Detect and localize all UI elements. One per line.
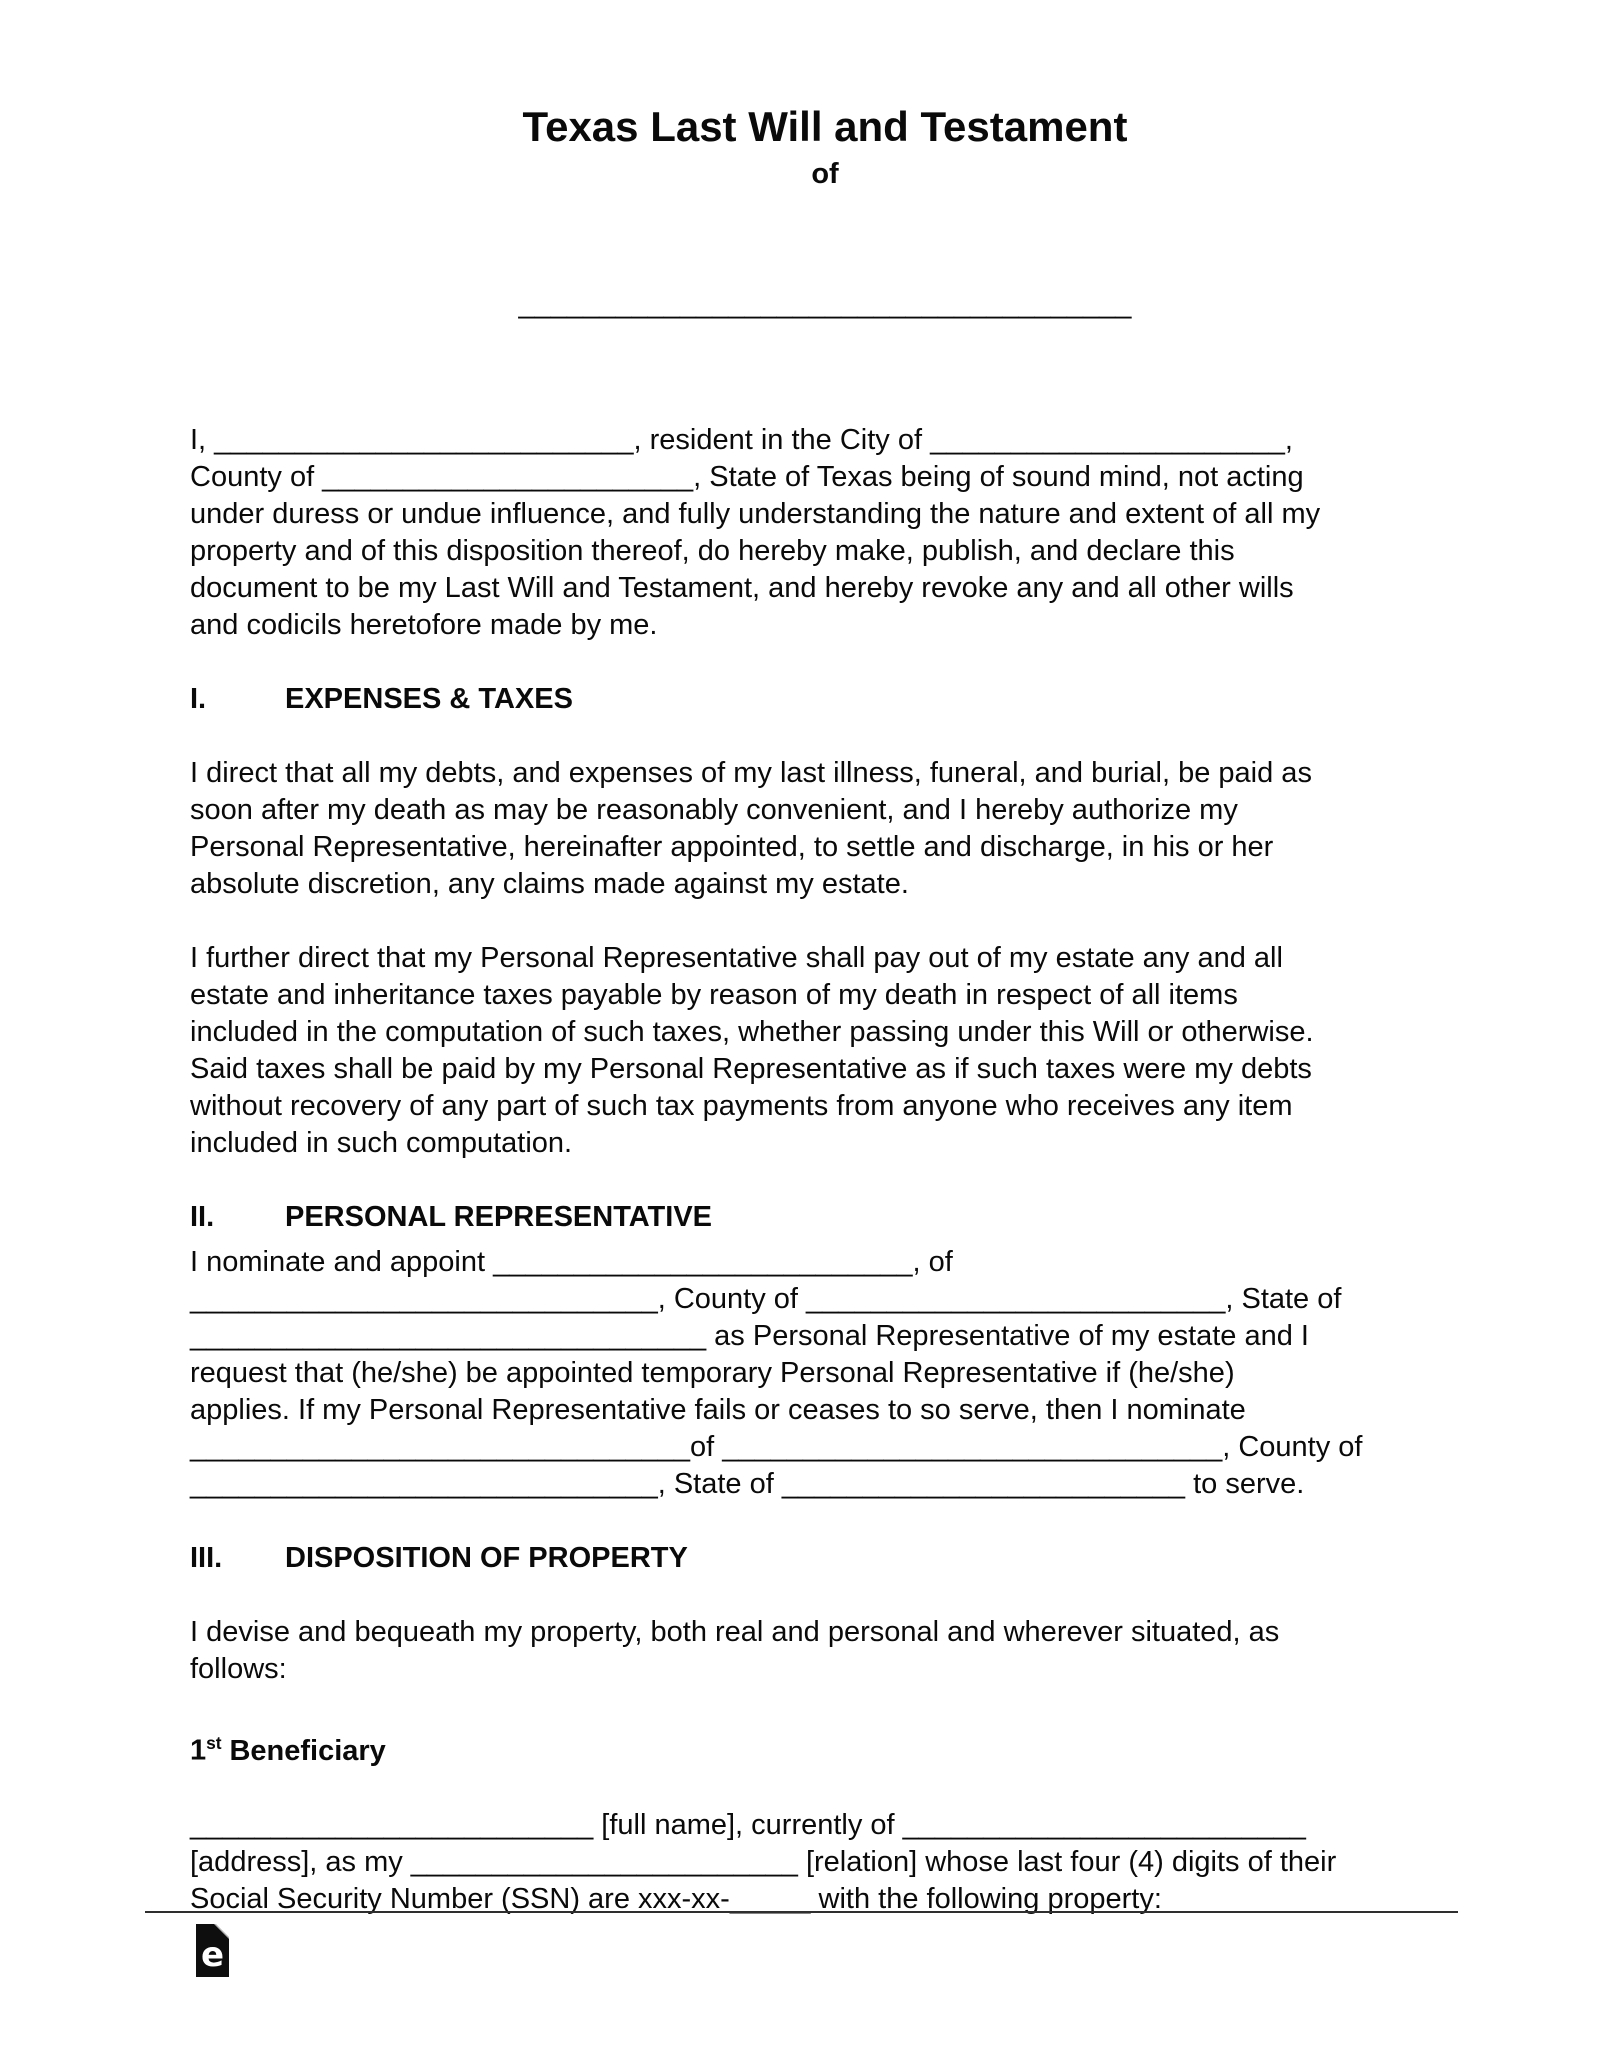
section-1-paragraph-1: I direct that all my debts, and expenses of my last illness, funeral, and burial, be paid as soon after my death as may be reasonably convenient, and I hereby authorize my Personal Representative, hereinafter appointed, to settle and discharge, in his or her absolute discretion, any claims made against my estate. (190, 757, 1312, 900)
first-beneficiary-heading (190, 1725, 1435, 1770)
beneficiary-details-paragraph: _________________________ [full name], currently of _________________________ [address], as my ________________________ [relation] whose last four (4) digits of their Social Security Number (SSN) are xxx-xx-_____ with the following property: (190, 1808, 1337, 1915)
section-3-heading (190, 1540, 1435, 1577)
section-1-number: I. (190, 683, 207, 715)
testator-name-blank: ______________________________________ (518, 288, 1132, 320)
eforms-logo (196, 1924, 229, 1977)
section-2-heading (190, 1199, 1435, 1236)
beneficiary-label: Beneficiary (229, 1734, 386, 1767)
section-1-title: EXPENSES & TAXES (285, 683, 573, 715)
section-3-title: DISPOSITION OF PROPERTY (285, 1542, 688, 1574)
section-2-title: PERSONAL REPRESENTATIVE (285, 1201, 713, 1233)
document-title: Texas Last Will and Testament (522, 103, 1128, 150)
section-2-number: II. (190, 1201, 215, 1233)
section-3-number: III. (190, 1542, 223, 1574)
beneficiary-ordinal: st (206, 1733, 222, 1753)
footer-divider (145, 1911, 1458, 1913)
subtitle-of: of (811, 158, 839, 190)
eforms-e-icon: e (200, 1935, 225, 1975)
section-2-paragraph-1: I nominate and appoint __________________________, of _____________________________, County of __________________________, State of ________________________________ as Personal Representative of my estate and I request that (he/she) be appointed temporary Personal Representative if (he/she) applies. If my Personal Representative fails or ceases to so serve, then I nominate _______________________________of _______________________________, County of _____________________________, State of _________________________ to serve. (190, 1246, 1363, 1500)
intro-paragraph: I, __________________________, resident in the City of ______________________, County of _______________________, State of Texas being of sound mind, not acting under duress or undue influence, and fully understanding the nature and extent of all my property and of this disposition thereof, do hereby make, publish, and declare this document to be my Last Will and Testament, and hereby revoke any and all other wills and codicils heretofore made by me. (190, 424, 1321, 641)
section-1-paragraph-2: I further direct that my Personal Representative shall pay out of my estate any and all estate and inheritance taxes payable by reason of my death in respect of all items included in the computation of such taxes, whether passing under this Will or otherwise. Said taxes shall be paid by my Personal Representative as if such taxes were my debts without recovery of any part of such tax payments from anyone who receives any item included in such computation. (190, 942, 1314, 1159)
beneficiary-number: 1 (190, 1734, 207, 1767)
section-1-heading (190, 681, 1435, 718)
section-3-paragraph-1: I devise and bequeath my property, both real and personal and wherever situated, as follows: (190, 1616, 1280, 1685)
